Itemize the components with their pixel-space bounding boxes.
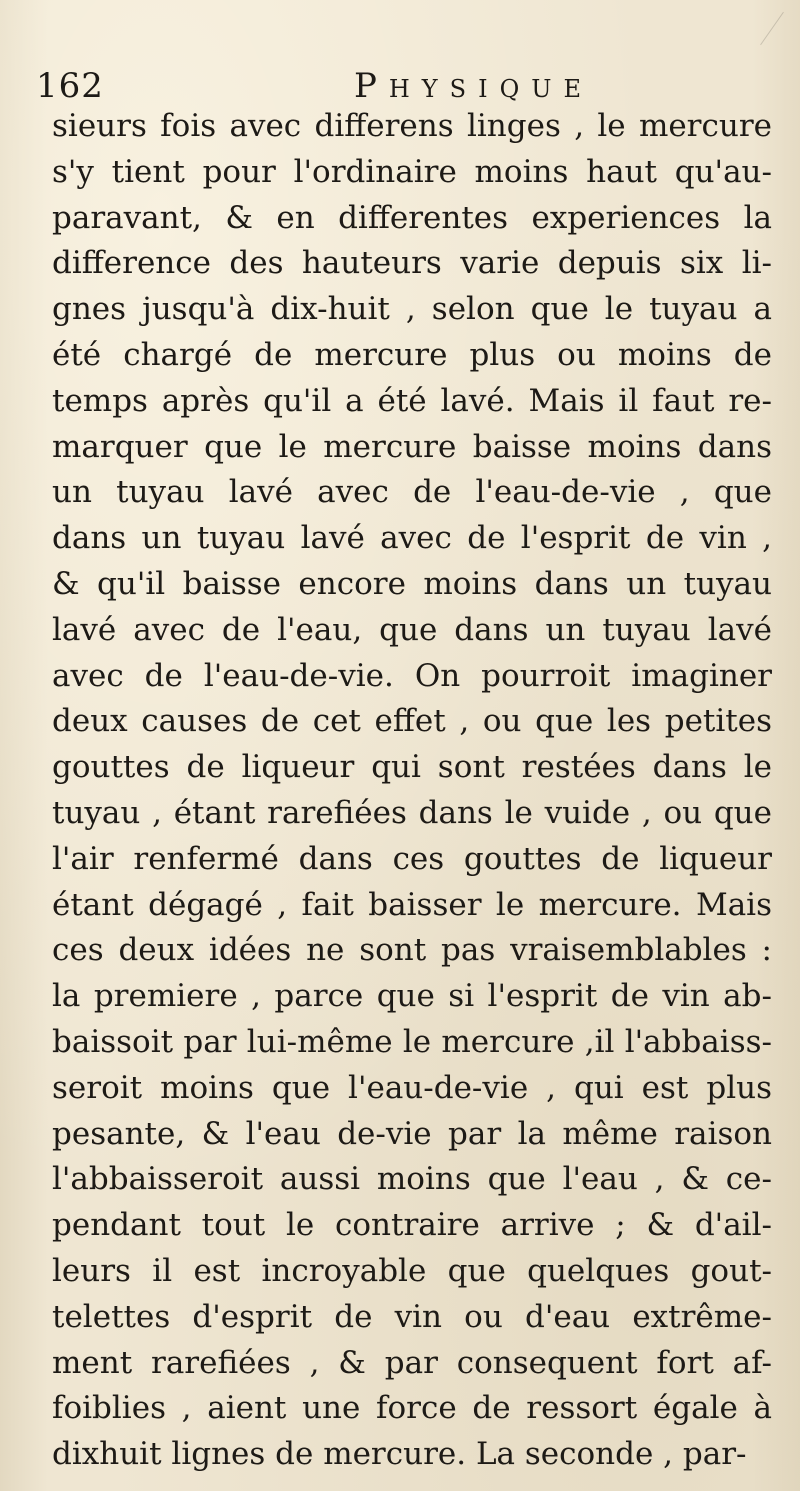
- text-line: dans un tuyau lavé avec de l'esprit de vin ,: [52, 520, 772, 557]
- text-line: marquer que le mercure baisse moins dans: [52, 428, 772, 465]
- text-line: tuyau , étant rarefiées dans le vuide , ou que: [52, 794, 772, 831]
- text-line: pendant tout le contraire arrive ; & d'ail-: [52, 1207, 772, 1244]
- text-line: avec de l'eau-de-vie. On pourroit imaginer: [52, 657, 772, 694]
- text-line: gouttes de liqueur qui sont restées dans le: [52, 749, 772, 786]
- text-line: été chargé de mercure plus ou moins de: [52, 336, 772, 373]
- text-line: leurs il est incroyable que quelques gout-: [52, 1252, 772, 1289]
- text-line: seroit moins que l'eau-de-vie , qui est plus: [52, 1069, 772, 1106]
- body-text: [52, 104, 772, 1478]
- text-line: telettes d'esprit de vin ou d'eau extrême-: [52, 1298, 772, 1335]
- running-head: Physique: [354, 66, 593, 106]
- text-line: temps après qu'il a été lavé. Mais il faut re-: [52, 382, 772, 419]
- text-line: difference des hauteurs varie depuis six li-: [52, 245, 772, 282]
- text-line: paravant, & en differentes experiences la: [52, 199, 772, 236]
- text-line: & qu'il baisse encore moins dans un tuyau: [52, 565, 772, 602]
- text-line: baissoit par lui-même le mercure ,il l'abbaiss-: [52, 1023, 772, 1060]
- text-line: l'air renfermé dans ces gouttes de liqueur: [52, 840, 772, 877]
- text-line: dixhuit lignes de mercure. La seconde , par-: [52, 1436, 747, 1473]
- text-line: étant dégagé , fait baisser le mercure. Mais: [52, 886, 772, 923]
- page-header: [36, 66, 766, 106]
- text-line: sieurs fois avec differens linges , le mercure: [52, 108, 772, 144]
- text-line: s'y tient pour l'ordinaire moins haut qu'au-: [52, 153, 772, 190]
- text-line: lavé avec de l'eau, que dans un tuyau lavé: [52, 611, 772, 648]
- page-number: 162: [36, 66, 104, 106]
- text-line: la premiere , parce que si l'esprit de vin ab-: [52, 978, 772, 1015]
- text-line: l'abbaisseroit aussi moins que l'eau , & ce-: [52, 1161, 772, 1198]
- paper-mark: [760, 12, 784, 45]
- text-line: ment rarefiées , & par consequent fort af-: [52, 1344, 772, 1381]
- text-line: deux causes de cet effet , ou que les petites: [52, 703, 772, 740]
- text-line: gnes jusqu'à dix-huit , selon que le tuyau a: [52, 291, 772, 328]
- text-line: un tuyau lavé avec de l'eau-de-vie , que: [52, 474, 772, 511]
- text-line: ces deux idées ne sont pas vraisemblables :: [52, 932, 772, 969]
- text-line: foiblies , aient une force de ressort égale à: [52, 1390, 772, 1427]
- text-line: pesante, & l'eau de-vie par la même raison: [52, 1115, 772, 1152]
